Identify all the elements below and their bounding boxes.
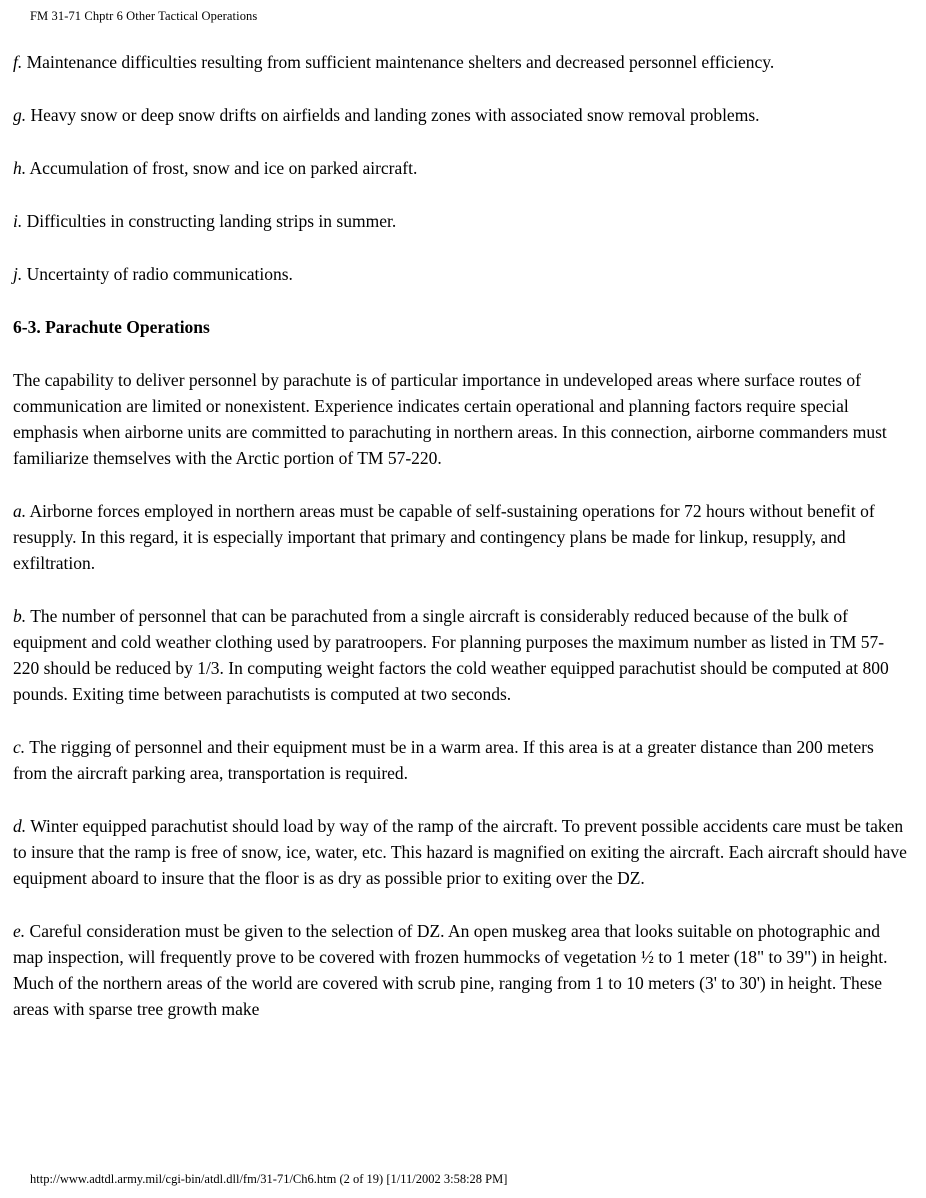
paragraph-lead: d.: [13, 816, 27, 836]
document-footer-url: http://www.adtdl.army.mil/cgi-bin/atdl.dll/fm/31-71/Ch6.htm (2 of 19) [1/11/2002 3:58:28 PM]: [30, 1172, 508, 1186]
paragraph-text: Airborne forces employed in northern areas must be capable of self-sustaining operations for 72 hours without benefit of resupply. In this regard, it is especially important that primary and contingency plans be made for linkup, resupply, and exfiltration.: [13, 501, 875, 573]
paragraph-lead: c.: [13, 737, 26, 757]
paragraph-b: [13, 603, 910, 707]
paragraph-c: [13, 734, 910, 786]
paragraph-text: Difficulties in constructing landing strips in summer.: [26, 211, 397, 231]
paragraph-f: [13, 49, 910, 75]
document-body: [0, 24, 926, 1049]
paragraph-text: Winter equipped parachutist should load by way of the ramp of the aircraft. To prevent possible accidents care must be taken to insure that the ramp is free of snow, ice, water, etc. This hazard is magnified on exiting the aircraft. Each aircraft should have equipment aboard to insure that the floor is as dry as possible prior to exiting over the DZ.: [13, 816, 907, 888]
paragraph-intro: The capability to deliver personnel by parachute is of particular importance in undeveloped areas where surface routes of communication are limited or nonexistent. Experience indicates certain operational and planning factors require special emphasis when airborne units are committed to parachuting in northern areas. In this connection, airborne commanders must familiarize themselves with the Arctic portion of TM 57-220.: [13, 370, 887, 468]
paragraph-lead: f.: [13, 52, 23, 72]
paragraph-lead: g.: [13, 105, 27, 125]
paragraph-lead: a.: [13, 501, 27, 521]
paragraph-text: Maintenance difficulties resulting from sufficient maintenance shelters and decreased personnel efficiency.: [26, 52, 775, 72]
paragraph-text: Heavy snow or deep snow drifts on airfields and landing zones with associated snow removal problems.: [30, 105, 760, 125]
paragraph-g: [13, 102, 910, 128]
paragraph-lead: i.: [13, 211, 23, 231]
paragraph-lead: j.: [13, 264, 23, 284]
paragraph-a: [13, 498, 910, 576]
paragraph-j: [13, 261, 910, 287]
paragraph-d: [13, 813, 910, 891]
paragraph-text: Uncertainty of radio communications.: [26, 264, 293, 284]
paragraph-e: [13, 918, 910, 1022]
paragraph-i: [13, 208, 910, 234]
paragraph-lead: b.: [13, 606, 27, 626]
paragraph-lead: e.: [13, 921, 26, 941]
paragraph-text: Accumulation of frost, snow and ice on parked aircraft.: [29, 158, 418, 178]
paragraph-lead: h.: [13, 158, 27, 178]
paragraph-text: The number of personnel that can be parachuted from a single aircraft is considerably reduced because of the bulk of equipment and cold weather clothing used by paratroopers. For planning purposes the maximum number as listed in TM 57-220 should be reduced by 1/3. In computing weight factors the cold weather equipped parachutist should be computed at 800 pounds. Exiting time between parachutists is computed at two seconds.: [13, 606, 889, 704]
section-heading: 6-3. Parachute Operations: [13, 317, 210, 337]
document-header: FM 31-71 Chptr 6 Other Tactical Operations: [30, 9, 258, 23]
paragraph-text: Careful consideration must be given to the selection of DZ. An open muskeg area that looks suitable on photographic and map inspection, will frequently prove to be covered with frozen hummocks of vegetation ½ to 1 meter (18" to 39") in height. Much of the northern areas of the world are covered with scrub pine, ranging from 1 to 10 meters (3' to 30') in height. These areas with sparse tree growth make: [13, 921, 888, 1019]
paragraph-h: [13, 155, 910, 181]
paragraph-text: The rigging of personnel and their equipment must be in a warm area. If this area is at a greater distance than 200 meters from the aircraft parking area, transportation is required.: [13, 737, 874, 783]
